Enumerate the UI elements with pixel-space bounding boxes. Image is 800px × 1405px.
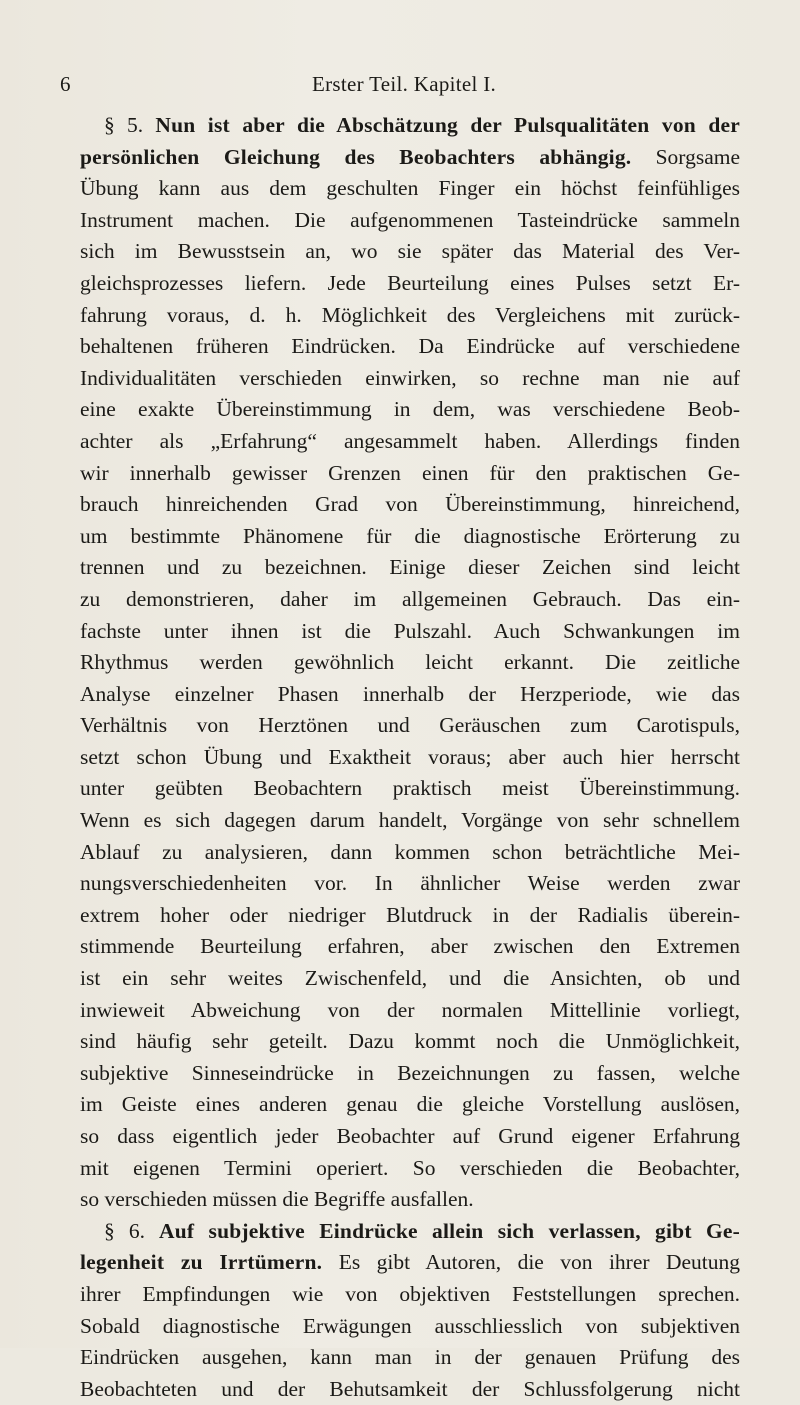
text-line: ist ein sehr weites Zwischenfeld, und die Ansichten, ob und <box>80 966 740 991</box>
text-line: inwieweit Abweichung von der normalen Mittellinie vorliegt, <box>80 997 740 1022</box>
text-line: so verschieden müssen die Begriffe ausfallen. <box>80 1187 474 1212</box>
text-span: Es gibt Autoren, die von ihrer Deutung <box>338 1250 741 1275</box>
text-line: eine exakte Übereinstimmung in dem, was verschiedene Beob- <box>80 397 740 422</box>
text-line: brauch hinreichenden Grad von Übereinstimmung, hinreichend, <box>80 492 740 517</box>
text-line: behaltenen früheren Eindrücken. Da Eindrücke auf verschiedene <box>80 334 740 359</box>
text-line: Übung kann aus dem geschulten Finger ein höchst feinfühliges <box>80 176 740 201</box>
text-line: trennen und zu bezeichnen. Einige dieser Zeichen sind leicht <box>80 555 740 580</box>
text-line: fahrung voraus, d. h. Möglichkeit des Vergleichens mit zurück- <box>80 302 740 327</box>
text-line: so dass eigentlich jeder Beobachter auf Grund eigener Erfahrung <box>80 1124 740 1148</box>
text-line: unter geübten Beobachtern praktisch meist Übereinstimmung. <box>80 776 740 801</box>
body-text <box>80 110 740 1405</box>
text-line: um bestimmte Phänomene für die diagnostische Erörterung zu <box>80 523 740 548</box>
running-head: Erster Teil. Kapitel I. <box>312 72 497 96</box>
section-heading-cont: persönlichen Gleichung des Beobachters abhängig. <box>80 144 632 169</box>
text-line: Beobachteten und der Behutsamkeit der Schlussfolgerung nicht <box>80 1376 740 1401</box>
text-line: achter als „Erfahrung“ angesammelt haben. Allerdings finden <box>80 428 740 453</box>
text-line: setzt schon Übung und Exaktheit voraus; aber auch hier herrscht <box>80 744 740 769</box>
text-line: Verhältnis von Herztönen und Geräuschen zum Carotispuls, <box>80 713 740 738</box>
text-line: im Geiste eines anderen genau die gleiche Vorstellung auslösen, <box>80 1092 740 1117</box>
text-line: Eindrücken ausgehen, kann man in der genauen Prüfung des <box>80 1345 740 1370</box>
text-line <box>80 1216 740 1248</box>
text-line: fachste unter ihnen ist die Pulszahl. Auch Schwankungen im <box>80 618 740 643</box>
text-line: Individualitäten verschieden einwirken, so rechne man nie auf <box>80 365 740 390</box>
text-line: wir innerhalb gewisser Grenzen einen für den praktischen Ge- <box>80 460 740 485</box>
section-number: § 5. <box>104 113 144 137</box>
section-heading: Auf subjektive Eindrücke allein sich verlassen, gibt Ge- <box>159 1218 740 1243</box>
text-line: Rhythmus werden gewöhnlich leicht erkannt. Die zeitliche <box>80 650 740 675</box>
text-line: zu demonstrieren, daher im allgemeinen Gebrauch. Das ein- <box>80 586 740 611</box>
text-line: Sobald diagnostische Erwägungen ausschliesslich von subjektiven <box>80 1313 740 1338</box>
page-number: 6 <box>60 72 71 96</box>
text-line: sich im Bewusstsein an, wo sie später das Material des Ver- <box>80 239 740 264</box>
text-line: mit eigenen Termini operiert. So verschieden die Beobachter, <box>80 1155 740 1180</box>
section-heading: Nun ist aber die Abschätzung der Pulsqualitäten von der <box>155 113 741 137</box>
text-line: ihrer Empfindungen wie von objektiven Feststellungen sprechen. <box>80 1281 740 1306</box>
text-line: sind häufig sehr geteilt. Dazu kommt noch die Unmöglichkeit, <box>80 1029 740 1054</box>
section-number: § 6. <box>104 1218 145 1243</box>
text-line: gleichsprozesses liefern. Jede Beurteilung eines Pulses setzt Er- <box>80 270 740 295</box>
text-line <box>80 142 740 174</box>
text-line: stimmende Beurteilung erfahren, aber zwischen den Extremen <box>80 934 740 959</box>
text-line: Wenn es sich dagegen darum handelt, Vorgänge von sehr schnellem <box>80 808 740 833</box>
text-line: Analyse einzelner Phasen innerhalb der Herzperiode, wie das <box>80 681 740 706</box>
text-line <box>80 1247 740 1279</box>
section-heading-cont: legenheit zu Irrtümern. <box>80 1250 323 1275</box>
text-span: Sorgsame <box>655 144 740 169</box>
text-line: Instrument machen. Die aufgenommenen Tasteindrücke sammeln <box>80 207 740 232</box>
text-line: nungsverschiedenheiten vor. In ähnlicher Weise werden zwar <box>80 871 740 896</box>
text-line: Ablauf zu analysieren, dann kommen schon beträchtliche Mei- <box>80 839 740 864</box>
text-line: subjektive Sinneseindrücke in Bezeichnungen zu fassen, welche <box>80 1060 740 1085</box>
page-header <box>60 72 740 102</box>
text-line <box>80 110 740 142</box>
text-line: extrem hoher oder niedriger Blutdruck in der Radialis überein- <box>80 902 740 927</box>
